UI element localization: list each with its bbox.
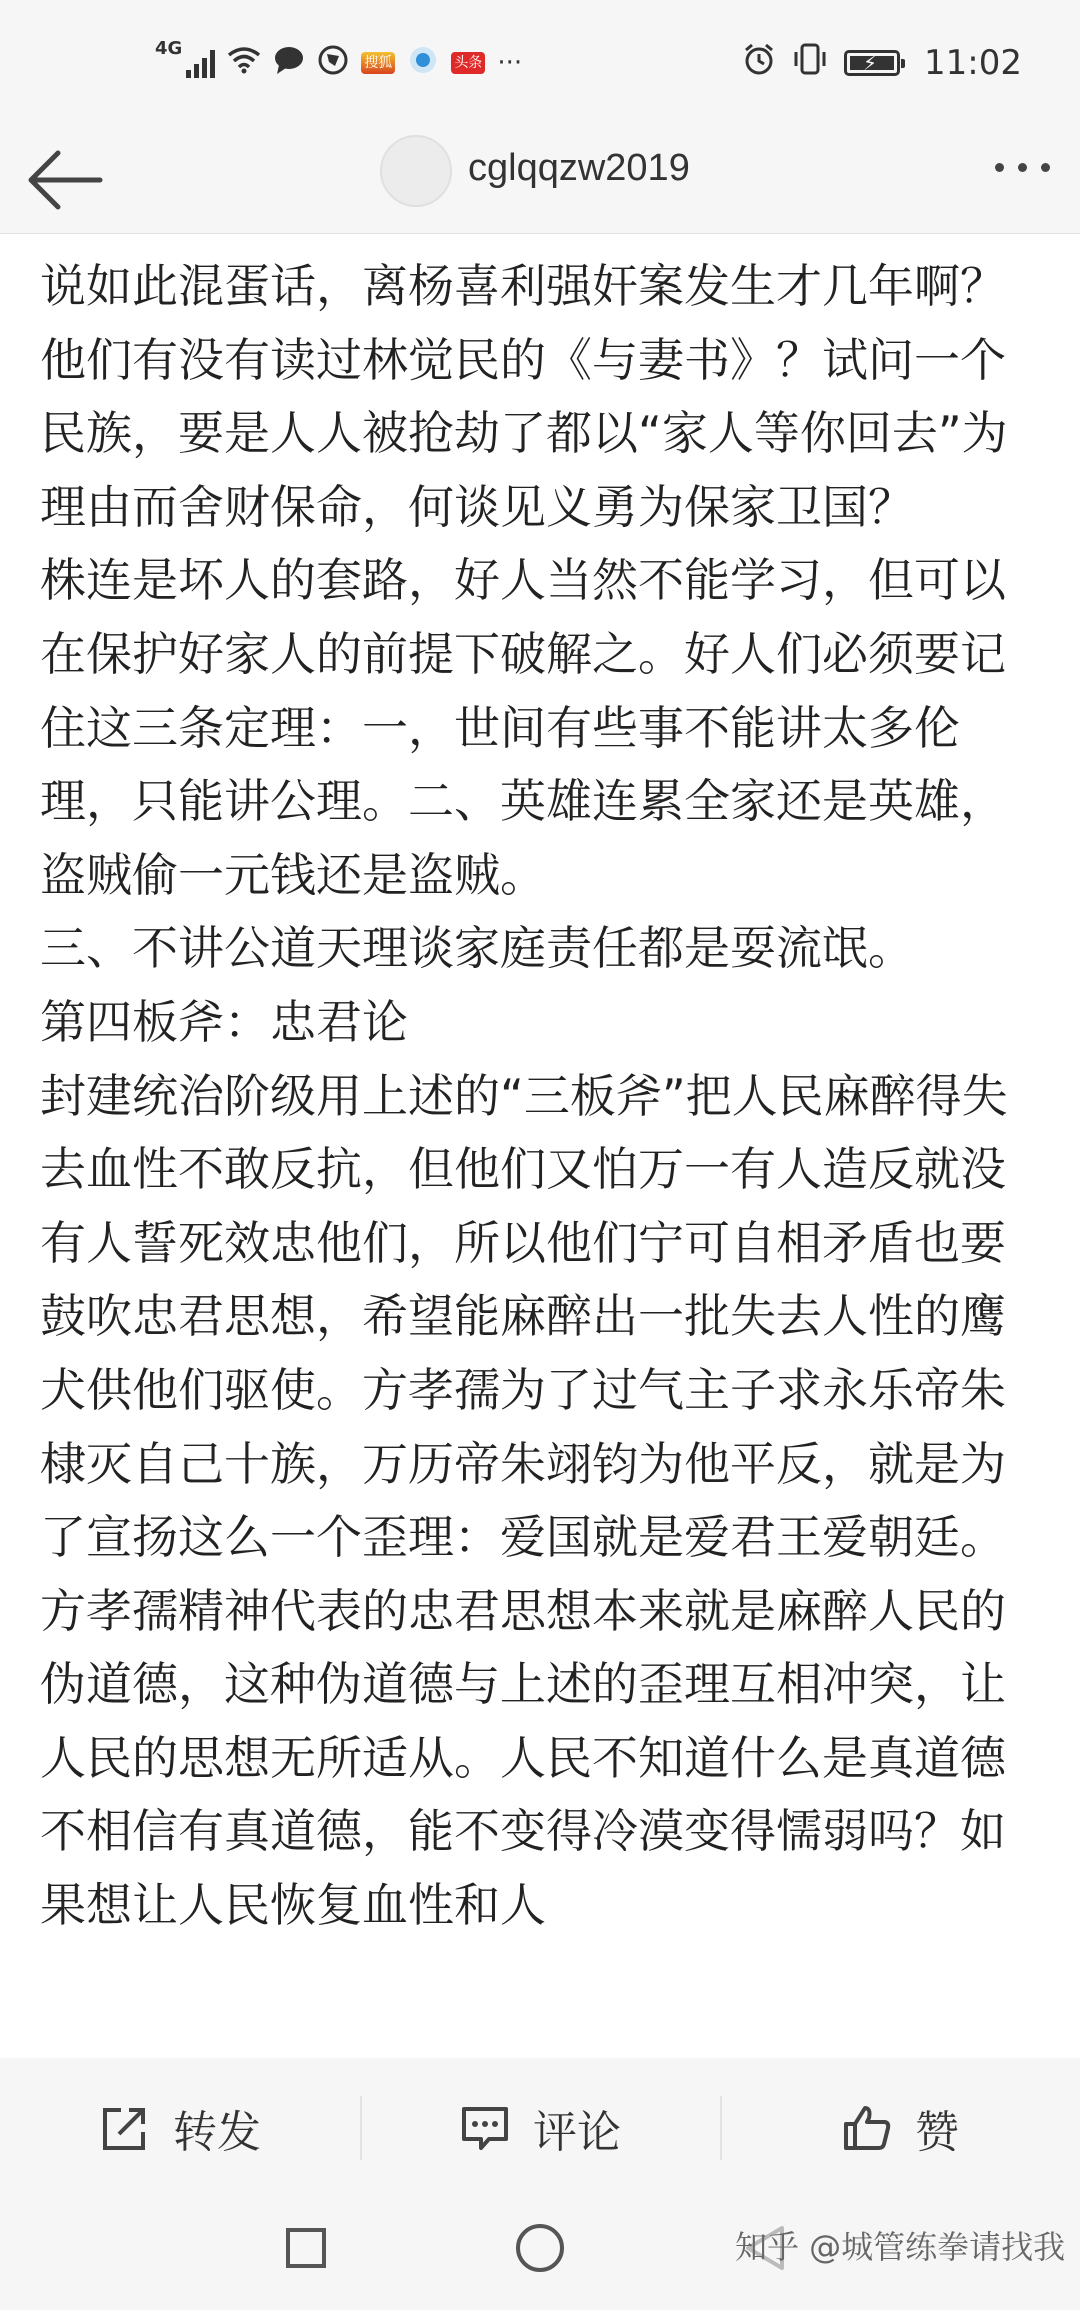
status-right: [742, 38, 1022, 88]
network-type: 4G: [155, 38, 183, 59]
vibrate-icon: [792, 42, 828, 85]
more-options-button[interactable]: [995, 163, 1050, 172]
user-avatar[interactable]: [380, 135, 452, 207]
comment-label: 评论: [533, 2107, 621, 2158]
article-content: [40, 250, 1040, 2058]
article-paragraph: 方孝孺精神代表的忠君思想本来就是麻醉人民的伪道德，这种伪道德与上述的歪理互相冲突，让人民的思想无所适从。人民不知道什么是真道德不相信有真道德，能不变得冷漠变得懦弱吗？如果想让人民恢复血性和人: [40, 1583, 1006, 1933]
article-paragraph: 株连是坏人的套路，好人当然不能学习，但可以在保护好家人的前提下破解之。好人们必须要记住这三条定理：一，世间有些事不能讲太多伦理，只能讲公理。二、英雄连累全家还是英雄，盗贼偷一元钱还是盗贼。: [40, 553, 1006, 902]
more-dot-icon: [1041, 163, 1050, 172]
recent-apps-button[interactable]: [286, 2228, 326, 2268]
alarm-icon: [742, 42, 776, 85]
share-button[interactable]: [0, 2058, 360, 2198]
more-notifications-icon: ···: [497, 48, 523, 78]
like-button[interactable]: [720, 2058, 1080, 2198]
status-time: 11:02: [924, 43, 1022, 83]
toutiao-app-icon: 头条: [451, 52, 485, 74]
chat-icon: [273, 45, 305, 82]
top-nav-bar: [0, 125, 1080, 234]
status-left: [155, 38, 522, 88]
comment-button[interactable]: [360, 2058, 720, 2198]
share-icon: [99, 2102, 151, 2154]
more-dot-icon: [995, 163, 1004, 172]
back-button[interactable]: [26, 145, 106, 215]
thumbs-up-icon: [841, 2102, 893, 2154]
username[interactable]: cglqqzw2019: [468, 147, 690, 189]
more-dot-icon: [1018, 163, 1027, 172]
share-label: 转发: [173, 2107, 261, 2158]
signal-icon: [186, 48, 215, 78]
home-button[interactable]: [516, 2224, 564, 2272]
cloud-app-icon: [407, 44, 439, 83]
wifi-icon: [227, 46, 261, 81]
browser-icon: [317, 44, 349, 83]
article-section-heading: 第四板斧：忠君论: [40, 994, 408, 1049]
article-paragraph: 说如此混蛋话，离杨喜利强奸案发生才几年啊？他们有没有读过林觉民的《与妻书》？试问一个民族，要是人人被抢劫了都以“家人等你回去”为理由而舍财保命，何谈见义勇为保家卫国？: [40, 259, 1008, 534]
watermark-text: 知乎 @城管练拳请找我: [735, 2228, 1066, 2266]
bottom-action-bar: [0, 2058, 1080, 2198]
back-arrow-icon: [26, 145, 106, 215]
article-paragraph: 三、不讲公道天理谈家庭责任都是耍流氓。: [40, 921, 914, 976]
sohu-app-icon: 搜狐: [361, 52, 395, 74]
like-label: 赞: [915, 2107, 959, 2158]
battery-icon: ⚡: [844, 50, 900, 76]
status-bar: [0, 0, 1080, 125]
comment-icon: [459, 2102, 511, 2154]
article-paragraph: 封建统治阶级用上述的“三板斧”把人民麻醉得失去血性不敢反抗，但他们又怕万一有人造反就没有人誓死效忠他们，所以他们宁可自相矛盾也要鼓吹忠君思想，希望能麻醉出一批失去人性的鹰犬供他们驱使。方孝孺为了过气主子求永乐帝朱棣灭自己十族，万历帝朱翊钧为他平反，就是为了宣扬这么一个歪理：爱国就是爱君王爱朝廷。: [40, 1068, 1008, 1565]
system-navigation-bar: [0, 2198, 1080, 2310]
